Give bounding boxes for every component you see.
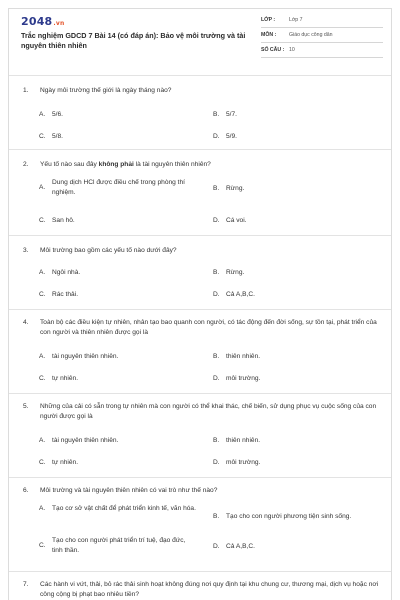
option-letter: C. [39,375,46,382]
question-body: Môi trường bao gồm các yếu tố nào dưới đây? [40,247,177,254]
question-7 [9,571,392,600]
option-text: Tạo cho con người phát triển trí tuệ, đạo đức, tinh thần. [52,537,186,554]
meta-key: LỚP : [261,17,276,23]
option-text: Dung dịch HCl được điều chế trong phòng thí nghiệm. [52,179,185,196]
option-letter: B. [213,185,220,192]
option-text: thiên nhiên. [226,353,261,360]
question-number: 2. [23,161,29,168]
option-text: Cả A,B,C. [226,543,255,550]
question-text [23,402,383,422]
option-text: môi trường. [226,375,261,382]
option-text: Tạo cơ sở vật chất để phát triển kinh tế, văn hóa. [52,505,196,512]
option-d[interactable] [213,542,388,552]
question-5 [9,393,392,477]
option-letter: B. [213,513,220,520]
option-b[interactable] [213,352,388,362]
option-c[interactable] [39,458,199,468]
option-letter: C. [39,217,46,224]
question-body-part: là tài nguyên thiên nhiên? [133,161,211,168]
document-title: Trắc nghiệm GDCD 7 Bài 14 (có đáp án): Bảo vệ môi trường và tài nguyên thiên nhiên [21,31,246,50]
question-number: 3. [23,247,29,254]
question-1 [9,75,392,149]
option-letter: D. [213,133,220,140]
option-text: môi trường. [226,459,261,466]
option-text: 5/9. [226,133,237,140]
option-a[interactable] [39,110,199,120]
question-text [23,160,383,170]
option-text: Rừng. [226,185,245,192]
option-letter: C. [39,291,46,298]
document-header [9,9,392,69]
option-text: Cả A,B,C. [226,291,255,298]
option-text: 5/8. [52,133,63,140]
question-body: Ngày môi trường thế giới là ngày tháng nào? [40,87,172,94]
meta-value: Giáo dục công dân [289,32,333,38]
option-b[interactable] [213,184,388,194]
option-letter: A. [39,269,46,276]
option-letter: D. [213,217,220,224]
option-text: Cá voi. [226,217,247,224]
option-a[interactable] [39,504,209,514]
question-text [23,86,383,96]
question-number: 7. [23,581,29,588]
option-letter: C. [39,542,46,549]
option-b[interactable] [213,512,388,522]
option-letter: D. [213,459,220,466]
option-a[interactable] [39,436,199,446]
option-b[interactable] [213,436,388,446]
question-number: 1. [23,87,29,94]
meta-key: SỐ CÂU : [261,47,285,53]
option-text: San hô. [52,217,75,224]
option-text: Ngôi nhà. [52,269,81,276]
meta-key: MÔN : [261,32,277,38]
option-letter: A. [39,184,46,191]
question-body-part: Yếu tố nào sau đây [40,161,99,168]
meta-value: Lớp 7 [289,17,303,23]
option-a[interactable] [39,178,209,198]
option-letter: C. [39,459,46,466]
option-c[interactable] [39,536,209,556]
question-body: Các hành vi vứt, thải, bỏ rác thải sinh hoạt không đúng nơi quy định tại khu chung cư, thương mại, dịch vụ hoặc nơi công cộng bị phạt bao nhiêu tiền? [40,581,379,598]
question-body: Môi trường và tài nguyên thiên nhiên có vai trò như thế nào? [40,487,218,494]
option-b[interactable] [213,110,388,120]
option-letter: A. [39,505,46,512]
brand-tld: .vn [53,20,65,27]
question-text [23,580,383,600]
meta-row-count [261,43,383,58]
question-body: Toàn bộ các điều kiện tự nhiên, nhân tạo bao quanh con người, có tác động đến đời sống, sự tồn tại, phát triển của con người và thiên nhiên được gọi là [40,319,377,336]
option-d[interactable] [213,290,388,300]
question-number: 6. [23,487,29,494]
option-text: Tạo cho con người phương tiện sinh sống. [226,513,352,520]
option-c[interactable] [39,216,199,226]
question-4 [9,309,392,393]
question-body [40,161,211,168]
question-number: 4. [23,319,29,326]
option-text: Rác thải. [52,291,79,298]
option-letter: B. [213,353,220,360]
option-c[interactable] [39,290,199,300]
option-letter: A. [39,111,46,118]
option-letter: D. [213,291,220,298]
option-c[interactable] [39,374,199,384]
option-letter: B. [213,269,220,276]
question-text [23,486,383,496]
option-text: tự nhiên. [52,459,79,466]
option-d[interactable] [213,374,388,384]
option-text: tài nguyên thiên nhiên. [52,353,119,360]
question-emphasis: không phải [98,161,134,168]
option-letter: B. [213,437,220,444]
option-text: tài nguyên thiên nhiên. [52,437,119,444]
option-b[interactable] [213,268,388,278]
document-meta [261,13,383,58]
option-text: thiên nhiên. [226,437,261,444]
option-text: 5/7. [226,111,237,118]
question-3 [9,235,392,309]
option-a[interactable] [39,352,199,362]
option-d[interactable] [213,216,388,226]
meta-row-class [261,13,383,28]
question-text [23,318,383,338]
option-letter: D. [213,543,220,550]
option-letter: C. [39,133,46,140]
option-c[interactable] [39,132,199,142]
option-d[interactable] [213,458,388,468]
question-body: Những của cải có sẵn trong tự nhiên mà con người có thể khai thác, chế biến, sử dụng phục vụ cuộc sống của con người được gọi là [40,403,377,420]
option-text: 5/6. [52,111,63,118]
option-letter: A. [39,353,46,360]
meta-value: 10 [289,47,295,53]
option-letter: D. [213,375,220,382]
question-number: 5. [23,403,29,410]
brand-name: 2048 [21,15,53,28]
option-text: Rừng. [226,269,245,276]
option-text: tự nhiên. [52,375,79,382]
brand-logo[interactable] [21,15,64,28]
question-6 [9,477,392,571]
option-a[interactable] [39,268,199,278]
question-text [23,246,383,256]
meta-row-subject [261,28,383,43]
option-letter: B. [213,111,220,118]
option-d[interactable] [213,132,388,142]
option-letter: A. [39,437,46,444]
document-page [8,8,392,600]
question-2 [9,149,392,235]
